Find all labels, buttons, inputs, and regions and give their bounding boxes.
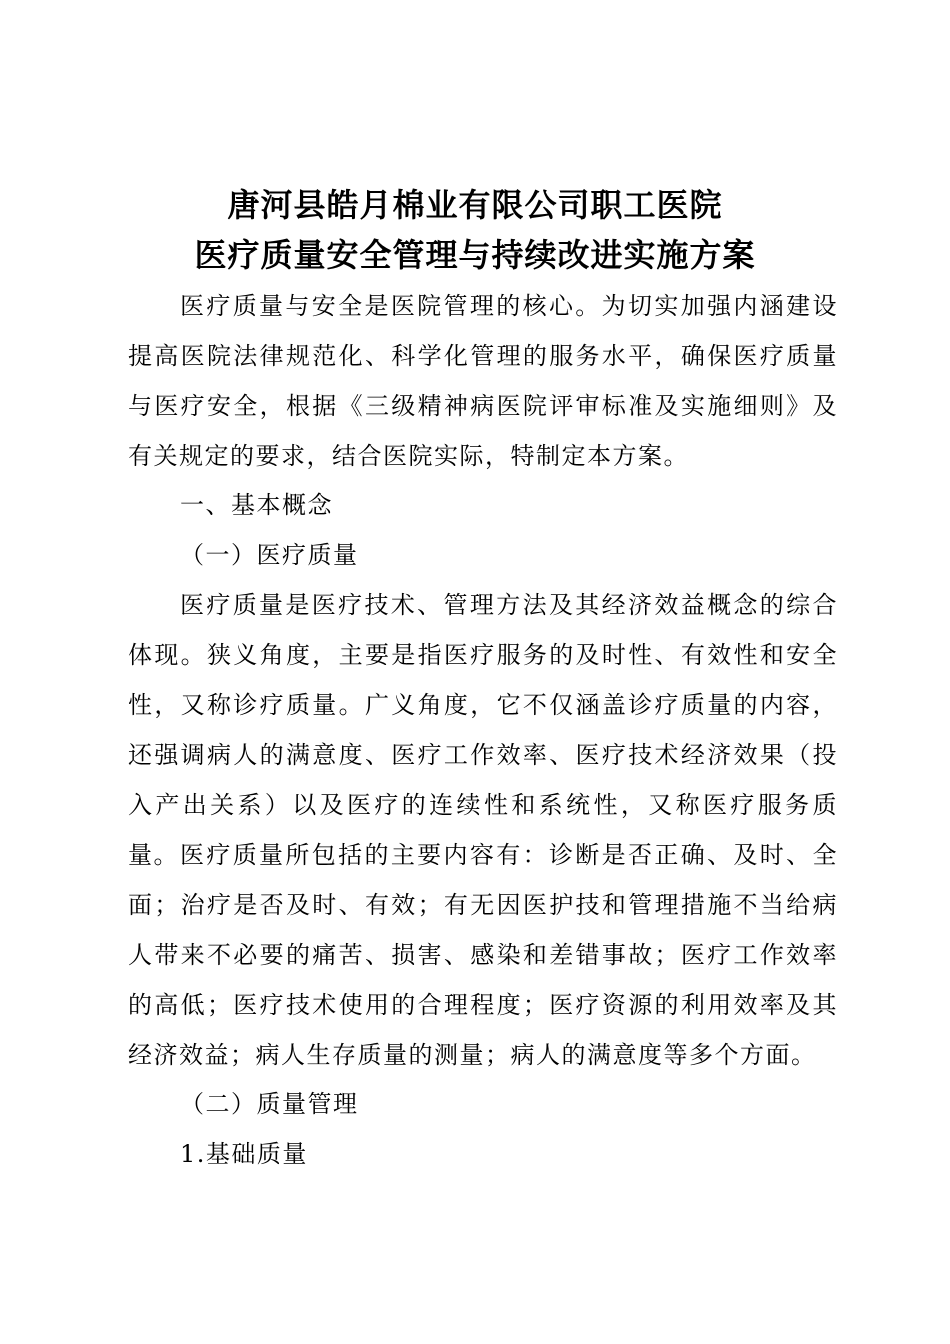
sub2-heading: （二）质量管理 bbox=[180, 1090, 359, 1118]
sub1-para2-block bbox=[128, 830, 838, 1080]
item1-block bbox=[128, 1129, 838, 1179]
intro-block bbox=[128, 281, 838, 481]
sub2-block bbox=[128, 1079, 838, 1129]
sub1-paragraph-1: 医疗质量是医疗技术、管理方法及其经济效益概念的综合体现。狭义角度，主要是指医疗服务的及时性、有效性和安全性，又称诊疗质量。广义角度，它不仅涵盖诊疗质量的内容，还强调病人的满意度、医疗工作效率、医疗技术经济效果（投入产出关系）以及医疗的连续性和系统性，又称医疗服务质量。 bbox=[128, 591, 838, 869]
item1-heading: 1.基础质量 bbox=[180, 1140, 308, 1168]
sub1-paragraph-2: 医疗质量所包括的主要内容有：诊断是否正确、及时、全面；治疗是否及时、有效；有无因医护技和管理措施不当给病人带来不必要的痛苦、损害、感染和差错事故；医疗工作效率的高低；医疗技术使用的合理程度；医疗资源的利用效率及其经济效益；病人生存质量的测量；病人的满意度等多个方面。 bbox=[128, 841, 838, 1069]
document-title-line1: 唐河县皓月棉业有限公司职工医院 bbox=[227, 186, 723, 224]
intro-paragraph: 医疗质量与安全是医院管理的核心。为切实加强内涵建设提高医院法律规范化、科学化管理的服务水平，确保医疗质量与医疗安全，根据《三级精神病医院评审标准及实施细则》及有关规定的要求，结合医院实际，特制定本方案。 bbox=[128, 292, 838, 470]
document-title-line2: 医疗质量安全管理与持续改进实施方案 bbox=[194, 236, 756, 274]
section1-heading: 一、基本概念 bbox=[180, 491, 333, 519]
section1-block bbox=[128, 480, 838, 530]
sub1-block bbox=[128, 530, 838, 580]
sub1-heading: （一）医疗质量 bbox=[180, 541, 359, 569]
